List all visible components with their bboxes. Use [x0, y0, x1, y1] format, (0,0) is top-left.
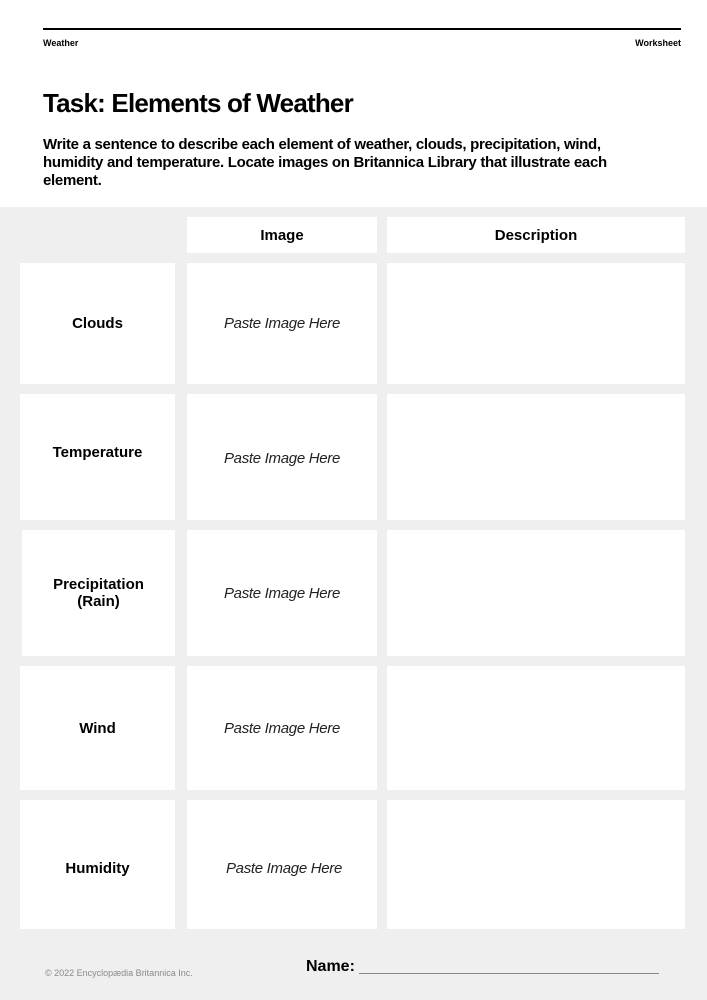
row-label-wind: Wind: [20, 666, 175, 790]
instructions: Write a sentence to describe each element of weather, clouds, precipitation, wind, humidity and temperature. Locate images on Britannica Library that illustrate each element.: [43, 136, 607, 189]
image-slot-clouds[interactable]: Paste Image Here: [187, 263, 377, 384]
description-field-temperature[interactable]: [387, 394, 685, 520]
name-input-line[interactable]: [359, 973, 659, 974]
header-topic: Weather: [43, 38, 79, 48]
image-slot-wind[interactable]: Paste Image Here: [187, 666, 377, 790]
name-label: Name:: [306, 958, 355, 975]
image-slot-humidity[interactable]: Paste Image Here: [187, 800, 377, 929]
description-field-humidity[interactable]: [387, 800, 685, 929]
header-rule: [43, 28, 681, 30]
row-label-precipitation: Precipitation (Rain): [22, 530, 175, 656]
row-label-temperature: Temperature: [20, 394, 175, 520]
copyright-notice: © 2022 Encyclopædia Britannica Inc.: [45, 968, 193, 978]
row-label-humidity: Humidity: [20, 800, 175, 929]
image-slot-precipitation[interactable]: Paste Image Here: [187, 530, 377, 656]
description-field-precipitation[interactable]: [387, 530, 685, 656]
column-header-description: Description: [387, 217, 685, 253]
description-field-clouds[interactable]: [387, 263, 685, 384]
description-field-wind[interactable]: [387, 666, 685, 790]
row-label-clouds: Clouds: [20, 263, 175, 384]
header-doc-type: Worksheet: [635, 38, 681, 48]
page-title: Task: Elements of Weather: [43, 88, 353, 118]
column-header-image: Image: [187, 217, 377, 253]
image-slot-temperature[interactable]: Paste Image Here: [187, 394, 377, 520]
